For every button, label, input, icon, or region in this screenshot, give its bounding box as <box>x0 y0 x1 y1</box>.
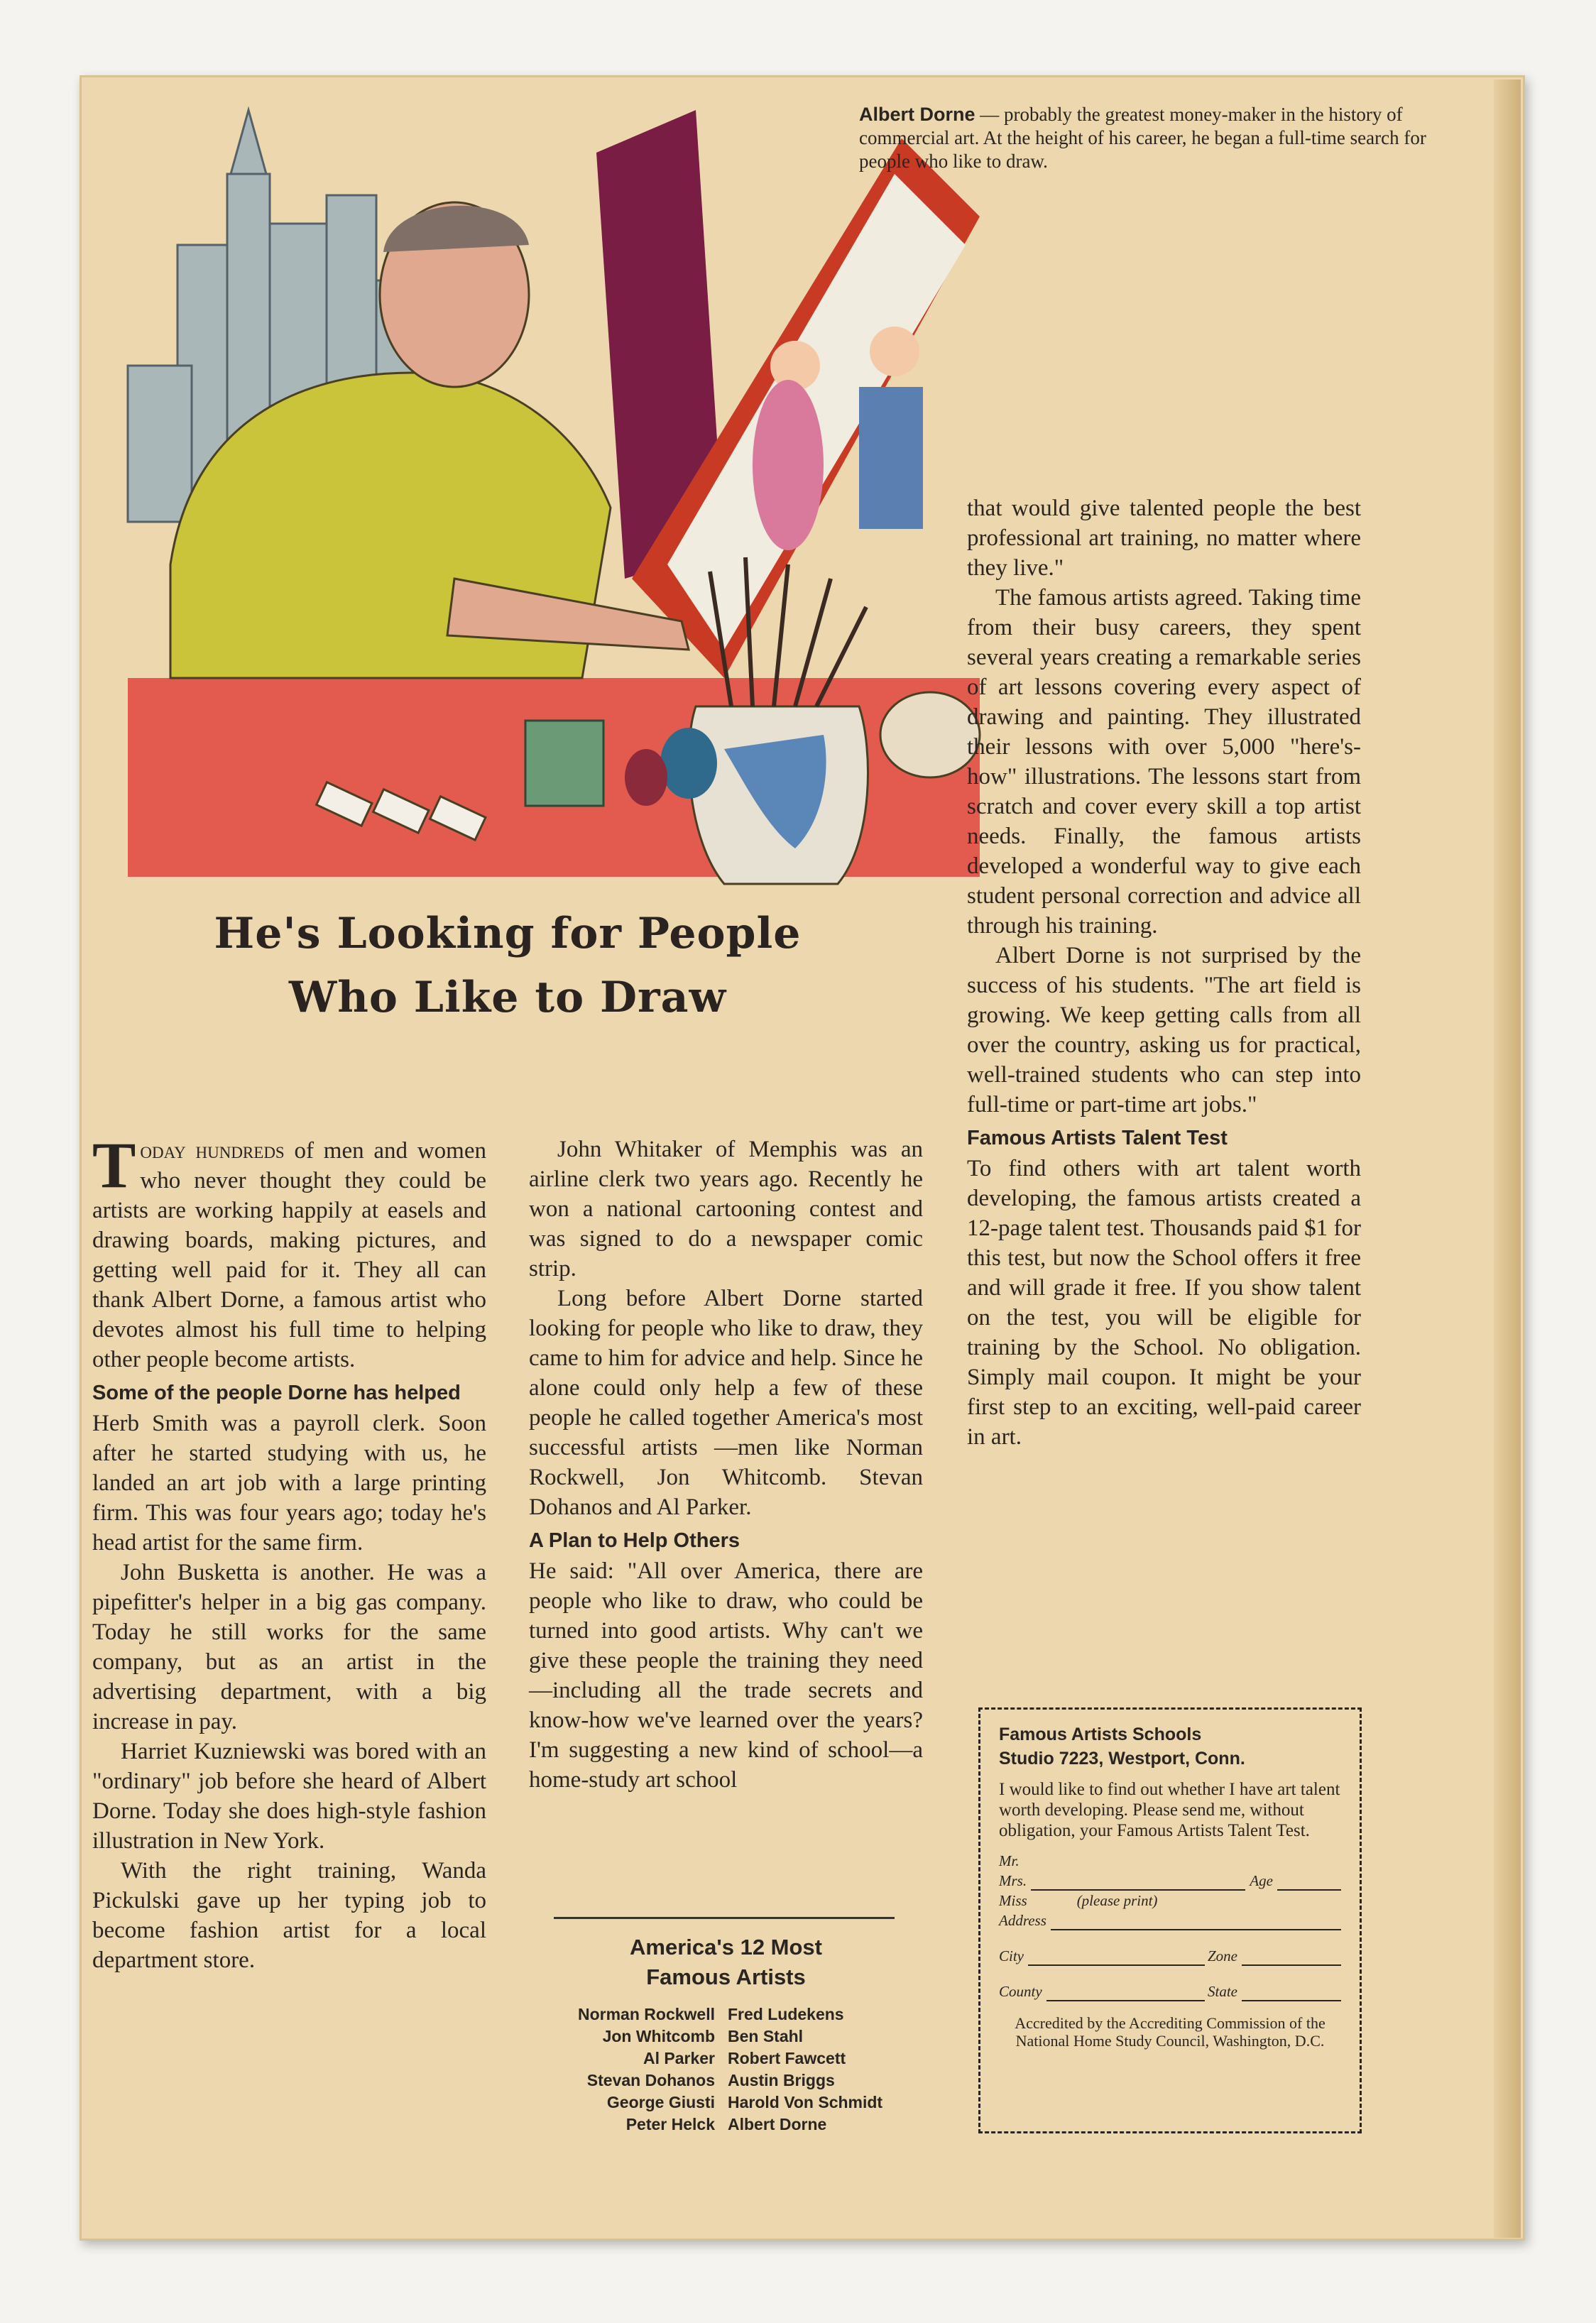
state-label: State <box>1208 1983 1237 2000</box>
col3-p2: The famous artists agreed. Taking time from their busy careers, they spent several years creating a remarkable series of art lessons covering every aspect of drawing and painting. They illustrated their lessons with over 5,000 "here's-how" illustrations. The lessons start from scratch and cover every skill a top artist needs. Finally, the famous artists developed a wonderful way to give each student personal correction and advice all through his training. <box>967 585 1361 939</box>
artist-name: George Giusti <box>606 2093 715 2111</box>
artist-name: Fred Ludekens <box>728 2005 844 2023</box>
artist-row <box>529 2070 934 2092</box>
col3-p4: To find others with art talent worth developing, the famous artists created a 12-page talent test. Thousands paid $1 for this test, but now the School offers it free and will grade it free. If you show talent on the test, you will be eligible for training by the School. No obligation. Simply mail coupon. It might be your first step to an exciting, well-paid career in art. <box>967 1156 1361 1450</box>
col2-p1: John Whitaker of Memphis was an airline clerk two years ago. Recently he won a national cartooning contest and was signed to do a newspaper comic strip. <box>529 1137 923 1281</box>
zone-label: Zone <box>1208 1947 1237 1964</box>
artist-row <box>529 2092 934 2114</box>
county-label: County <box>999 1983 1042 2000</box>
address-label: Address <box>999 1912 1046 1929</box>
name-field[interactable] <box>1031 1875 1245 1891</box>
col1-p5: With the right training, Wanda Pickulski gave up her typing job to become fashion artist for a local department store. <box>92 1858 486 1973</box>
col2-p2: Long before Albert Dorne started looking for people who like to draw, they came to him for advice and help. Since he alone could only help a few of these people he called together America's most successful artists —men like Norman Rockwell, Jon Whitcomb. Stevan Dohanos and Al Parker. <box>529 1286 923 1520</box>
column-3 <box>967 493 1361 1452</box>
artist-name: Albert Dorne <box>728 2115 827 2133</box>
col1-p3: John Busketta is another. He was a pipefitter's helper in a big gas company. Today he still works for the same company, but as an artist in the advertising department, with a big increase in pay. <box>92 1560 486 1734</box>
artist-name: Ben Stahl <box>728 2027 804 2045</box>
state-field[interactable] <box>1242 1986 1341 2001</box>
intro-rest: of men and women who never thought they could be artists are working happily at easels and drawing boards, making pictures, and getting well paid for it. They all can thank Albert Dorne, a famous artist who devotes almost his full time to helping other people become artists. <box>92 1138 486 1372</box>
zone-field[interactable] <box>1242 1950 1341 1966</box>
city-label: City <box>999 1947 1024 1964</box>
drop-cap: T <box>92 1129 136 1201</box>
headline-line2: Who Like to Draw <box>288 973 727 1022</box>
page-edge <box>1494 80 1521 2238</box>
artist-name: Jon Whitcomb <box>602 2027 715 2045</box>
caption-name: Albert Dorne <box>859 104 975 125</box>
famous-artists-title <box>529 1933 923 1992</box>
col2-subhead: A Plan to Help Others <box>529 1529 740 1552</box>
city-field[interactable] <box>1028 1950 1205 1966</box>
artist-name: Norman Rockwell <box>578 2005 715 2023</box>
artist-name: Robert Fawcett <box>728 2049 846 2067</box>
mail-coupon[interactable] <box>978 1707 1362 2133</box>
col3-subhead: Famous Artists Talent Test <box>967 1127 1228 1149</box>
illustration-caption <box>859 103 1441 173</box>
col1-subhead: Some of the people Dorne has helped <box>92 1382 461 1404</box>
headline <box>135 902 880 1029</box>
caption-text: — probably the greatest money-maker in the history of commercial art. At the height of his career, he began a full-time search for people who like to draw. <box>859 104 1426 172</box>
artist-row <box>529 2004 934 2026</box>
famous-artists-list <box>529 2004 934 2136</box>
famous-title-line2: Famous Artists <box>646 1964 806 1989</box>
coupon-address-line-field[interactable] <box>999 1911 1341 1930</box>
col1-p2: Herb Smith was a payroll clerk. Soon after he started studying with us, he landed an art job with a large printing firm. This was four years ago; today he's head artist for the same firm. <box>92 1411 486 1556</box>
col2-p3: He said: "All over America, there are people who like to draw, who could be turned into good artists. Why can't we give these people the training they need—including all the trade secrets and know-how we've learned over the years? I'm suggesting a new kind of school—a home-study art school <box>529 1558 923 1793</box>
intro-smallcaps: oday hundreds <box>140 1138 285 1164</box>
mrs-label: Mrs. <box>999 1872 1027 1889</box>
artist-name: Stevan Dohanos <box>586 2071 715 2089</box>
divider-line <box>554 1917 895 1919</box>
famous-title-line1: America's 12 Most <box>630 1935 822 1959</box>
coupon-address-line: Studio 7223, Westport, Conn. <box>999 1749 1245 1769</box>
col1-p4: Harriet Kuzniewski was bored with an "ordinary" job before she heard of Albert Dorne. Today she does high-style fashion illustration in New York. <box>92 1739 486 1854</box>
coupon-mr-line <box>999 1851 1341 1871</box>
artist-row <box>529 2048 934 2070</box>
coupon-accreditation: Accredited by the Accrediting Commission of the National Home Study Council, Washington, D.C. <box>1015 2014 1326 2050</box>
age-field[interactable] <box>1277 1875 1341 1891</box>
coupon-body: I would like to find out whether I have art talent worth developing. Please send me, without obligation, your Famous Artists Talent Test. <box>999 1780 1340 1840</box>
artist-row <box>529 2026 934 2048</box>
coupon-school: Famous Artists Schools <box>999 1725 1202 1744</box>
artist-name: Al Parker <box>643 2049 715 2067</box>
col1-intro <box>92 1129 486 1374</box>
col3-p3: Albert Dorne is not surprised by the success of his students. "The art field is growing. We keep getting calls from all over the country, asking us for practical, well-trained students who can step into full-time or part-time art jobs." <box>967 943 1361 1117</box>
coupon-county-line[interactable] <box>999 1982 1341 2001</box>
coupon-city-line[interactable] <box>999 1946 1341 1966</box>
miss-label: Miss <box>999 1892 1027 1909</box>
artist-illustration <box>85 67 1022 948</box>
coupon-miss-line <box>999 1891 1341 1911</box>
artist-name: Harold Von Schmidt <box>728 2093 883 2111</box>
address-field[interactable] <box>1051 1915 1341 1930</box>
headline-line1: He's Looking for People <box>214 909 802 958</box>
age-label: Age <box>1250 1872 1273 1889</box>
paint-stack <box>525 721 603 806</box>
print-note: (please print) <box>1076 1892 1158 1909</box>
artist-row <box>529 2114 934 2136</box>
artist-name: Peter Helck <box>625 2115 715 2133</box>
column-1 <box>92 1129 486 1975</box>
mr-label: Mr. <box>999 1852 1020 1869</box>
county-field[interactable] <box>1046 1986 1205 2001</box>
coupon-mrs-line[interactable] <box>999 1871 1341 1891</box>
col3-p1: that would give talented people the best professional art training, no matter where they live." <box>967 496 1361 581</box>
artist-name: Austin Briggs <box>728 2071 835 2089</box>
column-2 <box>529 1135 923 1795</box>
